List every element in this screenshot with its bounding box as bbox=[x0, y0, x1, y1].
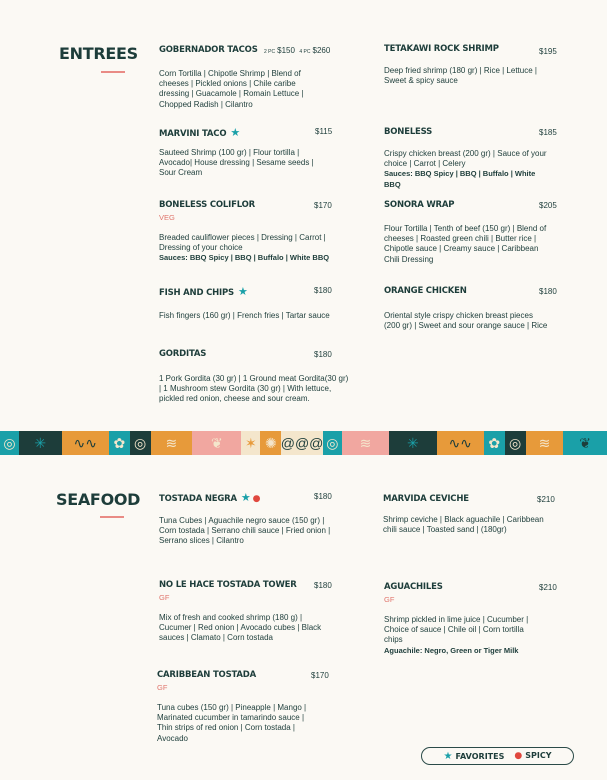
menu-item-marvini-taco bbox=[159, 126, 369, 178]
star-icon: ★ bbox=[230, 126, 241, 139]
item-price: $180 bbox=[314, 350, 332, 359]
item-description: Shrimp pickled in lime juice | Cucumber | Choice of sauce | Chile oil | Corn tortilla chips Aguachile: Negro, Green or Tiger Milk bbox=[384, 615, 529, 655]
item-description: Flour Tortilla | Tenth of beef (150 gr) | Blend of cheeses | Roasted green chili | Butter rice | Chipotle sauce | Creamy sauce | Caribbean Chili Dressing bbox=[384, 224, 547, 264]
item-name: GORDITAS bbox=[159, 349, 207, 359]
section-underline bbox=[100, 516, 124, 518]
item-price: $180 bbox=[314, 581, 332, 590]
starburst-icon: ✳ bbox=[19, 431, 62, 455]
spiral-icon: ◎ bbox=[323, 431, 342, 455]
dietary-tag: GF bbox=[157, 683, 168, 692]
item-name: SONORA WRAP bbox=[384, 200, 455, 210]
item-description: 1 Pork Gordita (30 gr) | 1 Ground meat Gordita(30 gr) | 1 Mushroom stew Gordita (30 gr) | With lettuce, pickled red onion, cheese and sour cream. bbox=[159, 374, 349, 404]
item-price: $210 bbox=[537, 495, 555, 504]
menu-item-aguachiles bbox=[384, 582, 589, 655]
item-price: $210 bbox=[539, 583, 557, 592]
item-description: Deep fried shrimp (180 gr) | Rice | Lettuce | Sweet & spicy sauce bbox=[384, 66, 537, 86]
item-name: TETAKAWI ROCK SHRIMP bbox=[384, 44, 499, 54]
menu-item-gorditas bbox=[159, 349, 379, 404]
menu-item-gobernador-tacos bbox=[159, 45, 369, 109]
chili-icon: ● bbox=[252, 494, 261, 504]
item-name: BONELESS bbox=[384, 127, 433, 137]
item-description: Sauteed Shrimp (100 gr) | Flour tortilla | Avocado| House dressing | Sesame seeds | Sour Cream bbox=[159, 148, 314, 178]
zigzag-icon: ≋ bbox=[151, 431, 193, 455]
menu-item-marvida-ceviche bbox=[383, 494, 588, 535]
dietary-tag: VEG bbox=[159, 213, 175, 222]
menu-item-orange-chicken bbox=[384, 286, 589, 331]
item-description: Crispy chicken breast (200 gr) | Sauce of your choice | Carrot | Celery Sauces: BBQ Spicy | BBQ | Buffalo | White BBQ bbox=[384, 149, 547, 189]
legend-favorites: ★ FAVORITES bbox=[443, 750, 505, 762]
item-price: $195 bbox=[539, 47, 557, 56]
spiral-icon: ◎ bbox=[0, 431, 19, 455]
menu-item-caribbean-tostada bbox=[157, 670, 367, 743]
item-description: Breaded cauliflower pieces | Dressing | Carrot | Dressing of your choice Sauces: BBQ Spicy | BBQ | Buffalo | White BBQ bbox=[159, 233, 330, 263]
decorative-pattern-banner bbox=[0, 431, 607, 455]
section-underline bbox=[101, 71, 125, 73]
leaf-icon: ❦ bbox=[563, 431, 607, 455]
item-name: BONELESS COLIFLOR bbox=[159, 200, 256, 210]
item-description: Mix of fresh and cooked shrimp (180 g) | Cucumer | Red onion | Avocado cubes | Black sauces | Clamato | Corn tostada bbox=[159, 613, 322, 643]
palm-icon: ✺ bbox=[260, 431, 281, 455]
menu-item-sonora-wrap bbox=[384, 200, 589, 264]
leaf-icon: ❦ bbox=[192, 431, 241, 455]
item-price: $170 bbox=[311, 671, 329, 680]
item-name: NO LE HACE TOSTADA TOWER bbox=[159, 580, 297, 590]
item-description: Corn Tortilla | Chipotle Shrimp | Blend of cheeses | Pickled onions | Chile caribe dressing | Guacamole | Romain Lettuce | Chopped Radish | Cilantro bbox=[159, 69, 304, 109]
item-price: $205 bbox=[539, 201, 557, 210]
item-price: $180 bbox=[539, 287, 557, 296]
item-price: $115 bbox=[315, 127, 333, 136]
section-title-entrees: ENTREES bbox=[59, 44, 138, 63]
star-icon: ★ bbox=[240, 491, 251, 504]
menu-item-no-le-hace-tostada-tower bbox=[159, 580, 369, 643]
star-burst-icon: ✶ bbox=[241, 431, 260, 455]
item-name: AGUACHILES bbox=[384, 582, 443, 592]
chili-icon: ● bbox=[514, 751, 523, 761]
menu-item-boneless bbox=[384, 127, 589, 189]
item-name: TOSTADA NEGRA ★ ● bbox=[159, 491, 261, 504]
section-title-seafood: SEAFOOD bbox=[56, 490, 141, 509]
item-name: FISH AND CHIPS ★ bbox=[159, 285, 248, 298]
item-description: Tuna Cubes | Aguachile negro sauce (150 gr) | Corn tostada | Serrano chili sauce | Fried onion | Serrano slices | Cilantro bbox=[159, 516, 331, 546]
spiral-icon: ◎ bbox=[505, 431, 526, 455]
spiral-icon: ◎ bbox=[130, 431, 151, 455]
item-description: Shrimp ceviche | Black aguachile | Caribbean chili sauce | Toasted sand | (180gr) bbox=[383, 515, 544, 535]
menu-item-boneless-coliflor bbox=[159, 200, 369, 263]
zigzag-icon: ≋ bbox=[526, 431, 564, 455]
item-name: MARVINI TACO ★ bbox=[159, 126, 241, 139]
item-price: $185 bbox=[539, 128, 557, 137]
item-price: 2 PC $150 4 PC $260 bbox=[264, 46, 331, 55]
item-description: Oriental style crispy chicken breast pieces (200 gr) | Sweet and sour orange sauce | Rice bbox=[384, 311, 548, 331]
wave-icon: @@@ bbox=[281, 431, 323, 455]
item-price: $180 bbox=[314, 286, 332, 295]
zigzag-icon: ≋ bbox=[342, 431, 389, 455]
item-description: Fish fingers (160 gr) | French fries | Tartar sauce bbox=[159, 311, 330, 320]
dietary-tag: GF bbox=[159, 593, 170, 602]
wave-icon: ∿∿ bbox=[62, 431, 109, 455]
item-name: GOBERNADOR TACOS bbox=[159, 45, 258, 55]
dietary-tag: GF bbox=[384, 595, 395, 604]
item-price: $170 bbox=[314, 201, 332, 210]
flower-icon: ✿ bbox=[484, 431, 505, 455]
wave-icon: ∿∿ bbox=[437, 431, 484, 455]
menu-item-tostada-negra bbox=[159, 491, 369, 546]
legend-spicy: ● SPICY bbox=[514, 751, 552, 761]
item-price: $180 bbox=[314, 492, 332, 501]
star-icon: ★ bbox=[443, 750, 453, 762]
legend bbox=[421, 747, 574, 765]
item-name: CARIBBEAN TOSTADA bbox=[157, 670, 257, 680]
item-name: MARVIDA CEVICHE bbox=[383, 494, 469, 504]
flower-icon: ✿ bbox=[109, 431, 130, 455]
item-name: ORANGE CHICKEN bbox=[384, 286, 467, 296]
menu-item-fish-and-chips bbox=[159, 285, 369, 320]
star-icon: ★ bbox=[237, 285, 248, 298]
item-description: Tuna cubes (150 gr) | Pineapple | Mango | Marinated cucumber in tamarindo sauce | Thin strips of red onion | Corn tostada | Avocado bbox=[157, 703, 307, 743]
menu-item-tetakawi-rock-shrimp bbox=[384, 44, 584, 86]
starburst-icon: ✳ bbox=[389, 431, 436, 455]
